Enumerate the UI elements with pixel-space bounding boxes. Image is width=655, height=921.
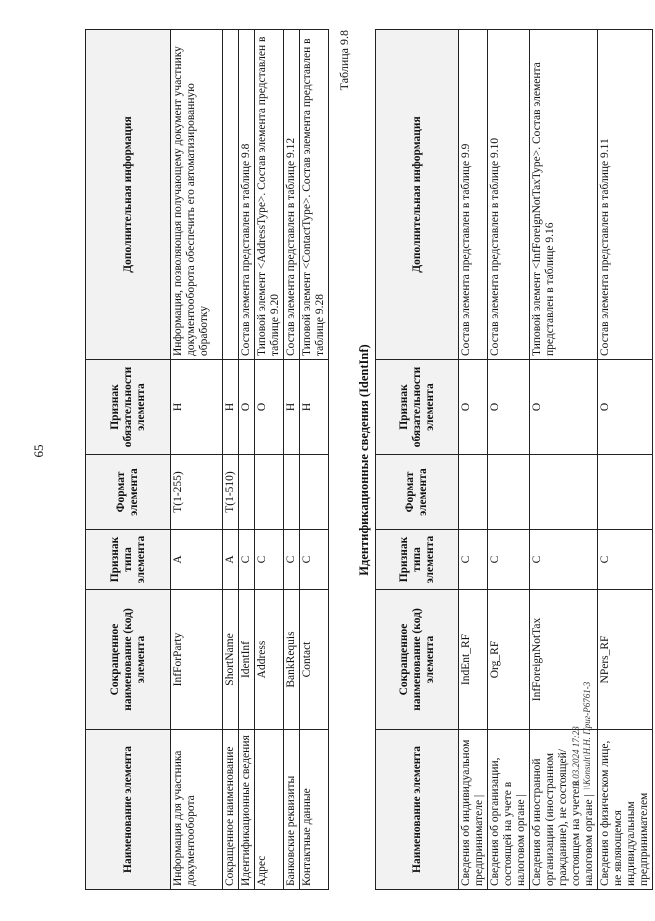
col-header-format: Формат элемента xyxy=(86,455,171,530)
col-header-code: Сокращенное наименование (код) элемента xyxy=(376,590,459,730)
col-header-code: Сокращенное наименование (код) элемента xyxy=(86,590,171,730)
cell-format xyxy=(488,455,530,530)
cell-info: Состав элемента представлен в таблице 9.11 xyxy=(598,30,653,360)
cell-required: О xyxy=(459,360,488,455)
table-title: Идентификационные сведения (IdentInf) xyxy=(357,344,371,576)
col-header-name: Наименование элемента xyxy=(86,730,171,890)
cell-info: Типовой элемент <InfForeignNotTaxType>. Состав элемента представлен в таблице 9.16 xyxy=(530,30,598,360)
footer-timestamp: 13.03.2024 17:23 xyxy=(571,726,581,790)
col-header-type: Признак типа элемента xyxy=(376,530,459,590)
cell-type: С xyxy=(488,530,530,590)
cell-code: InfForParty xyxy=(171,590,223,730)
col-header-required: Признак обязательности элемента xyxy=(86,360,171,455)
cell-name: Идентификационные сведения xyxy=(239,730,255,890)
table-number-label: Таблица 9.8 xyxy=(337,30,351,91)
col-header-info: Дополнительная информация xyxy=(86,30,171,360)
elements-table xyxy=(85,29,329,890)
cell-format xyxy=(284,455,300,530)
cell-info: Информация, позволяющая получающему документ участнику документооборота обеспечить его автоматизированную обработку xyxy=(171,30,223,360)
cell-required: О xyxy=(239,360,255,455)
table-row xyxy=(239,30,255,890)
cell-required: О xyxy=(530,360,598,455)
table-header-row xyxy=(376,30,459,890)
cell-info: Состав элемента представлен в таблице 9.10 xyxy=(488,30,530,360)
cell-type: С xyxy=(530,530,598,590)
cell-type: А xyxy=(223,530,239,590)
cell-info xyxy=(223,30,239,360)
cell-name: Адрес xyxy=(255,730,284,890)
cell-code: NPers_RF xyxy=(598,590,653,730)
cell-required: Н xyxy=(171,360,223,455)
table-row xyxy=(284,30,300,890)
rotated-page-content xyxy=(85,30,655,890)
cell-type: С xyxy=(284,530,300,590)
cell-type: С xyxy=(459,530,488,590)
cell-required: Н xyxy=(223,360,239,455)
cell-type: С xyxy=(255,530,284,590)
col-header-required: Признак обязательности элемента xyxy=(376,360,459,455)
cell-code: Contact xyxy=(300,590,329,730)
cell-code: IndEnt_RF xyxy=(459,590,488,730)
cell-code: InfForeignNotTax xyxy=(530,590,598,730)
footer-path: \\Konsult\Н.Н. Приг-Р6761-3 xyxy=(582,681,592,790)
cell-format: T(1-255) xyxy=(171,455,223,530)
cell-info: Типовой элемент <AddressType>. Состав элемента представлен в таблице 9.20 xyxy=(255,30,284,360)
table-row xyxy=(255,30,284,890)
cell-required: О xyxy=(488,360,530,455)
cell-code: BankRequis xyxy=(284,590,300,730)
page-number: 65 xyxy=(31,444,46,458)
cell-info: Состав элемента представлен в таблице 9.9 xyxy=(459,30,488,360)
cell-required: О xyxy=(598,360,653,455)
cell-name: Информация для участника документооборота xyxy=(171,730,223,890)
cell-code: Address xyxy=(255,590,284,730)
cell-format xyxy=(255,455,284,530)
cell-format xyxy=(459,455,488,530)
cell-format xyxy=(530,455,598,530)
cell-name: Сведения об организации, состоящей на учете в налоговом органе | xyxy=(488,730,530,890)
cell-name: Сведения об иностранной организации (иностранном гражданине), не состоящей/состоящем на учете в налоговом органе | xyxy=(530,730,598,890)
cell-required: О xyxy=(255,360,284,455)
cell-code: Org_RF xyxy=(488,590,530,730)
cell-format xyxy=(239,455,255,530)
cell-info: Состав элемента представлен в таблице 9.12 xyxy=(284,30,300,360)
table-row xyxy=(488,30,530,890)
col-header-name: Наименование элемента xyxy=(376,730,459,890)
cell-code: ShortName xyxy=(223,590,239,730)
ident-info-table xyxy=(375,29,653,890)
cell-required: Н xyxy=(284,360,300,455)
table-row xyxy=(300,30,329,890)
cell-required: Н xyxy=(300,360,329,455)
cell-format xyxy=(300,455,329,530)
cell-name: Контактные данные xyxy=(300,730,329,890)
cell-type: С xyxy=(598,530,653,590)
cell-format xyxy=(598,455,653,530)
col-header-format: Формат элемента xyxy=(376,455,459,530)
table-row xyxy=(459,30,488,890)
col-header-type: Признак типа элемента xyxy=(86,530,171,590)
cell-format: T(1-510) xyxy=(223,455,239,530)
cell-type: С xyxy=(239,530,255,590)
cell-type: С xyxy=(300,530,329,590)
table-row xyxy=(171,30,223,890)
document-footer-stamp xyxy=(571,670,611,790)
col-header-info: Дополнительная информация xyxy=(376,30,459,360)
cell-name: Сведения о физическом лице, не являющемся индивидуальным предпринимателем xyxy=(598,730,653,890)
cell-type: А xyxy=(171,530,223,590)
table-header-row xyxy=(86,30,171,890)
table-row xyxy=(223,30,239,890)
cell-code: IdentInf xyxy=(239,590,255,730)
cell-name: Сокращенное наименование xyxy=(223,730,239,890)
cell-name: Банковские реквизиты xyxy=(284,730,300,890)
cell-info: Состав элемента представлен в таблице 9.8 xyxy=(239,30,255,360)
cell-info: Типовой элемент <ContactType>. Состав элемента представлен в таблице 9.28 xyxy=(300,30,329,360)
cell-name: Сведения об индивидуальном предпринимателе | xyxy=(459,730,488,890)
